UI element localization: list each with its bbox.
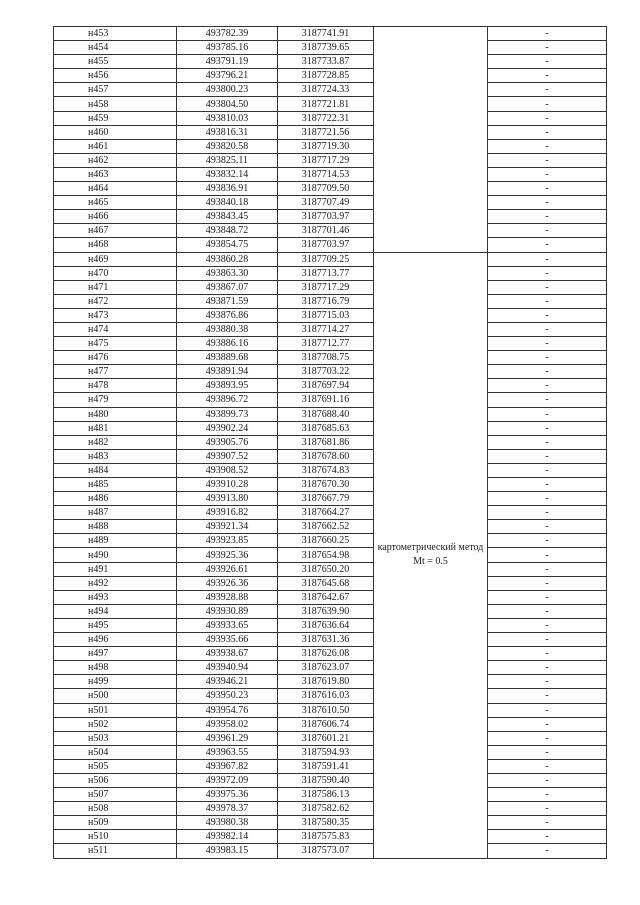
value-cell: - bbox=[488, 379, 607, 393]
value-cell: - bbox=[488, 773, 607, 787]
value-cell: - bbox=[488, 816, 607, 830]
value-cell: - bbox=[488, 717, 607, 731]
table-row bbox=[54, 590, 607, 604]
table-row bbox=[54, 322, 607, 336]
y-coordinate-cell: 3187697.94 bbox=[278, 379, 374, 393]
y-coordinate-cell: 3187642.67 bbox=[278, 590, 374, 604]
table-row bbox=[54, 463, 607, 477]
y-coordinate-cell: 3187722.31 bbox=[278, 111, 374, 125]
x-coordinate-cell: 493825.11 bbox=[177, 153, 278, 167]
value-cell: - bbox=[488, 224, 607, 238]
table-row bbox=[54, 421, 607, 435]
point-name-cell: н501 bbox=[54, 703, 177, 717]
y-coordinate-cell: 3187728.85 bbox=[278, 69, 374, 83]
x-coordinate-cell: 493913.80 bbox=[177, 492, 278, 506]
value-cell: - bbox=[488, 590, 607, 604]
value-cell: - bbox=[488, 139, 607, 153]
x-coordinate-cell: 493946.21 bbox=[177, 675, 278, 689]
x-coordinate-cell: 493958.02 bbox=[177, 717, 278, 731]
table-row bbox=[54, 167, 607, 181]
table-row bbox=[54, 759, 607, 773]
point-name-cell: н459 bbox=[54, 111, 177, 125]
table-row bbox=[54, 703, 607, 717]
value-cell: - bbox=[488, 351, 607, 365]
value-cell: - bbox=[488, 745, 607, 759]
value-cell: - bbox=[488, 604, 607, 618]
y-coordinate-cell: 3187645.68 bbox=[278, 576, 374, 590]
table-row bbox=[54, 252, 607, 266]
y-coordinate-cell: 3187703.97 bbox=[278, 210, 374, 224]
x-coordinate-cell: 493804.50 bbox=[177, 97, 278, 111]
point-name-cell: н502 bbox=[54, 717, 177, 731]
value-cell: - bbox=[488, 548, 607, 562]
value-cell: - bbox=[488, 478, 607, 492]
table-row bbox=[54, 393, 607, 407]
point-name-cell: н469 bbox=[54, 252, 177, 266]
point-name-cell: н463 bbox=[54, 167, 177, 181]
value-cell: - bbox=[488, 97, 607, 111]
y-coordinate-cell: 3187691.16 bbox=[278, 393, 374, 407]
x-coordinate-cell: 493940.94 bbox=[177, 661, 278, 675]
table-row bbox=[54, 449, 607, 463]
y-coordinate-cell: 3187667.79 bbox=[278, 492, 374, 506]
x-coordinate-cell: 493796.21 bbox=[177, 69, 278, 83]
y-coordinate-cell: 3187707.49 bbox=[278, 196, 374, 210]
y-coordinate-cell: 3187721.81 bbox=[278, 97, 374, 111]
x-coordinate-cell: 493848.72 bbox=[177, 224, 278, 238]
x-coordinate-cell: 493889.68 bbox=[177, 351, 278, 365]
table-row bbox=[54, 224, 607, 238]
value-cell: - bbox=[488, 365, 607, 379]
point-name-cell: н503 bbox=[54, 731, 177, 745]
point-name-cell: н475 bbox=[54, 337, 177, 351]
value-cell: - bbox=[488, 337, 607, 351]
value-cell: - bbox=[488, 182, 607, 196]
y-coordinate-cell: 3187594.93 bbox=[278, 745, 374, 759]
y-coordinate-cell: 3187678.60 bbox=[278, 449, 374, 463]
table-row bbox=[54, 534, 607, 548]
method-cell-empty bbox=[374, 27, 488, 253]
value-cell: - bbox=[488, 252, 607, 266]
x-coordinate-cell: 493975.36 bbox=[177, 788, 278, 802]
table-row bbox=[54, 55, 607, 69]
point-name-cell: н476 bbox=[54, 351, 177, 365]
x-coordinate-cell: 493800.23 bbox=[177, 83, 278, 97]
table-row bbox=[54, 139, 607, 153]
y-coordinate-cell: 3187719.30 bbox=[278, 139, 374, 153]
point-name-cell: н473 bbox=[54, 308, 177, 322]
y-coordinate-cell: 3187664.27 bbox=[278, 506, 374, 520]
table-row bbox=[54, 618, 607, 632]
x-coordinate-cell: 493928.88 bbox=[177, 590, 278, 604]
point-name-cell: н455 bbox=[54, 55, 177, 69]
point-name-cell: н504 bbox=[54, 745, 177, 759]
table-row bbox=[54, 562, 607, 576]
point-name-cell: н496 bbox=[54, 633, 177, 647]
y-coordinate-cell: 3187610.50 bbox=[278, 703, 374, 717]
y-coordinate-cell: 3187631.36 bbox=[278, 633, 374, 647]
table-row bbox=[54, 492, 607, 506]
value-cell: - bbox=[488, 576, 607, 590]
value-cell: - bbox=[488, 618, 607, 632]
x-coordinate-cell: 493832.14 bbox=[177, 167, 278, 181]
point-name-cell: н508 bbox=[54, 802, 177, 816]
point-name-cell: н507 bbox=[54, 788, 177, 802]
table-row bbox=[54, 379, 607, 393]
y-coordinate-cell: 3187586.13 bbox=[278, 788, 374, 802]
table-row bbox=[54, 280, 607, 294]
point-name-cell: н461 bbox=[54, 139, 177, 153]
value-cell: - bbox=[488, 196, 607, 210]
x-coordinate-cell: 493905.76 bbox=[177, 435, 278, 449]
x-coordinate-cell: 493860.28 bbox=[177, 252, 278, 266]
point-name-cell: н487 bbox=[54, 506, 177, 520]
y-coordinate-cell: 3187716.79 bbox=[278, 294, 374, 308]
point-name-cell: н494 bbox=[54, 604, 177, 618]
table-row bbox=[54, 69, 607, 83]
value-cell: - bbox=[488, 562, 607, 576]
x-coordinate-cell: 493925.36 bbox=[177, 548, 278, 562]
table-row bbox=[54, 435, 607, 449]
x-coordinate-cell: 493785.16 bbox=[177, 41, 278, 55]
table-row bbox=[54, 816, 607, 830]
y-coordinate-cell: 3187703.22 bbox=[278, 365, 374, 379]
x-coordinate-cell: 493816.31 bbox=[177, 125, 278, 139]
x-coordinate-cell: 493935.66 bbox=[177, 633, 278, 647]
x-coordinate-cell: 493899.73 bbox=[177, 407, 278, 421]
y-coordinate-cell: 3187660.25 bbox=[278, 534, 374, 548]
x-coordinate-cell: 493820.58 bbox=[177, 139, 278, 153]
x-coordinate-cell: 493843.45 bbox=[177, 210, 278, 224]
x-coordinate-cell: 493880.38 bbox=[177, 322, 278, 336]
table-row bbox=[54, 238, 607, 252]
table-row bbox=[54, 661, 607, 675]
point-name-cell: н453 bbox=[54, 27, 177, 41]
point-name-cell: н489 bbox=[54, 534, 177, 548]
point-name-cell: н486 bbox=[54, 492, 177, 506]
x-coordinate-cell: 493983.15 bbox=[177, 844, 278, 858]
point-name-cell: н454 bbox=[54, 41, 177, 55]
coordinates-table bbox=[53, 26, 607, 859]
table-row bbox=[54, 153, 607, 167]
value-cell: - bbox=[488, 322, 607, 336]
table-row bbox=[54, 337, 607, 351]
point-name-cell: н467 bbox=[54, 224, 177, 238]
x-coordinate-cell: 493950.23 bbox=[177, 689, 278, 703]
y-coordinate-cell: 3187717.29 bbox=[278, 280, 374, 294]
point-name-cell: н500 bbox=[54, 689, 177, 703]
table-row bbox=[54, 182, 607, 196]
point-name-cell: н483 bbox=[54, 449, 177, 463]
table-row bbox=[54, 266, 607, 280]
point-name-cell: н466 bbox=[54, 210, 177, 224]
point-name-cell: н458 bbox=[54, 97, 177, 111]
point-name-cell: н497 bbox=[54, 647, 177, 661]
point-name-cell: н474 bbox=[54, 322, 177, 336]
point-name-cell: н477 bbox=[54, 365, 177, 379]
value-cell: - bbox=[488, 421, 607, 435]
value-cell: - bbox=[488, 802, 607, 816]
value-cell: - bbox=[488, 675, 607, 689]
point-name-cell: н495 bbox=[54, 618, 177, 632]
value-cell: - bbox=[488, 308, 607, 322]
x-coordinate-cell: 493896.72 bbox=[177, 393, 278, 407]
x-coordinate-cell: 493871.59 bbox=[177, 294, 278, 308]
point-name-cell: н499 bbox=[54, 675, 177, 689]
y-coordinate-cell: 3187639.90 bbox=[278, 604, 374, 618]
value-cell: - bbox=[488, 210, 607, 224]
table-row bbox=[54, 689, 607, 703]
table-row bbox=[54, 844, 607, 858]
point-name-cell: н464 bbox=[54, 182, 177, 196]
value-cell: - bbox=[488, 238, 607, 252]
x-coordinate-cell: 493980.38 bbox=[177, 816, 278, 830]
table-row bbox=[54, 604, 607, 618]
point-name-cell: н493 bbox=[54, 590, 177, 604]
x-coordinate-cell: 493854.75 bbox=[177, 238, 278, 252]
value-cell: - bbox=[488, 111, 607, 125]
point-name-cell: н468 bbox=[54, 238, 177, 252]
point-name-cell: н470 bbox=[54, 266, 177, 280]
x-coordinate-cell: 493908.52 bbox=[177, 463, 278, 477]
point-name-cell: н471 bbox=[54, 280, 177, 294]
x-coordinate-cell: 493891.94 bbox=[177, 365, 278, 379]
y-coordinate-cell: 3187714.27 bbox=[278, 322, 374, 336]
value-cell: - bbox=[488, 703, 607, 717]
table-row bbox=[54, 506, 607, 520]
table-row bbox=[54, 647, 607, 661]
table-row bbox=[54, 210, 607, 224]
y-coordinate-cell: 3187688.40 bbox=[278, 407, 374, 421]
y-coordinate-cell: 3187721.56 bbox=[278, 125, 374, 139]
point-name-cell: н506 bbox=[54, 773, 177, 787]
value-cell: - bbox=[488, 647, 607, 661]
x-coordinate-cell: 493910.28 bbox=[177, 478, 278, 492]
table-row bbox=[54, 745, 607, 759]
table-row bbox=[54, 308, 607, 322]
point-name-cell: н472 bbox=[54, 294, 177, 308]
table-row bbox=[54, 83, 607, 97]
point-name-cell: н511 bbox=[54, 844, 177, 858]
table-row bbox=[54, 788, 607, 802]
point-name-cell: н490 bbox=[54, 548, 177, 562]
x-coordinate-cell: 493982.14 bbox=[177, 830, 278, 844]
table-row bbox=[54, 294, 607, 308]
table-row bbox=[54, 351, 607, 365]
value-cell: - bbox=[488, 759, 607, 773]
y-coordinate-cell: 3187619.80 bbox=[278, 675, 374, 689]
point-name-cell: н485 bbox=[54, 478, 177, 492]
y-coordinate-cell: 3187654.98 bbox=[278, 548, 374, 562]
x-coordinate-cell: 493938.67 bbox=[177, 647, 278, 661]
table-row bbox=[54, 675, 607, 689]
table-row bbox=[54, 520, 607, 534]
point-name-cell: н460 bbox=[54, 125, 177, 139]
point-name-cell: н484 bbox=[54, 463, 177, 477]
y-coordinate-cell: 3187712.77 bbox=[278, 337, 374, 351]
y-coordinate-cell: 3187713.77 bbox=[278, 266, 374, 280]
value-cell: - bbox=[488, 55, 607, 69]
value-cell: - bbox=[488, 167, 607, 181]
value-cell: - bbox=[488, 844, 607, 858]
table-row bbox=[54, 731, 607, 745]
x-coordinate-cell: 493961.29 bbox=[177, 731, 278, 745]
x-coordinate-cell: 493902.24 bbox=[177, 421, 278, 435]
method-cell: картометрический метод Mt = 0.5 bbox=[374, 252, 488, 858]
point-name-cell: н457 bbox=[54, 83, 177, 97]
y-coordinate-cell: 3187724.33 bbox=[278, 83, 374, 97]
y-coordinate-cell: 3187601.21 bbox=[278, 731, 374, 745]
x-coordinate-cell: 493978.37 bbox=[177, 802, 278, 816]
table-row bbox=[54, 576, 607, 590]
value-cell: - bbox=[488, 69, 607, 83]
x-coordinate-cell: 493926.61 bbox=[177, 562, 278, 576]
point-name-cell: н492 bbox=[54, 576, 177, 590]
value-cell: - bbox=[488, 83, 607, 97]
value-cell: - bbox=[488, 435, 607, 449]
x-coordinate-cell: 493967.82 bbox=[177, 759, 278, 773]
table-row bbox=[54, 478, 607, 492]
table-row bbox=[54, 365, 607, 379]
y-coordinate-cell: 3187650.20 bbox=[278, 562, 374, 576]
value-cell: - bbox=[488, 830, 607, 844]
x-coordinate-cell: 493930.89 bbox=[177, 604, 278, 618]
value-cell: - bbox=[488, 27, 607, 41]
table-row bbox=[54, 633, 607, 647]
value-cell: - bbox=[488, 534, 607, 548]
y-coordinate-cell: 3187606.74 bbox=[278, 717, 374, 731]
table-row bbox=[54, 27, 607, 41]
point-name-cell: н509 bbox=[54, 816, 177, 830]
y-coordinate-cell: 3187709.25 bbox=[278, 252, 374, 266]
value-cell: - bbox=[488, 41, 607, 55]
point-name-cell: н505 bbox=[54, 759, 177, 773]
y-coordinate-cell: 3187714.53 bbox=[278, 167, 374, 181]
x-coordinate-cell: 493926.36 bbox=[177, 576, 278, 590]
y-coordinate-cell: 3187715.03 bbox=[278, 308, 374, 322]
y-coordinate-cell: 3187733.87 bbox=[278, 55, 374, 69]
y-coordinate-cell: 3187701.46 bbox=[278, 224, 374, 238]
x-coordinate-cell: 493907.52 bbox=[177, 449, 278, 463]
y-coordinate-cell: 3187623.07 bbox=[278, 661, 374, 675]
point-name-cell: н510 bbox=[54, 830, 177, 844]
y-coordinate-cell: 3187573.07 bbox=[278, 844, 374, 858]
y-coordinate-cell: 3187741.91 bbox=[278, 27, 374, 41]
point-name-cell: н462 bbox=[54, 153, 177, 167]
value-cell: - bbox=[488, 689, 607, 703]
x-coordinate-cell: 493791.19 bbox=[177, 55, 278, 69]
table-row bbox=[54, 802, 607, 816]
table-row bbox=[54, 196, 607, 210]
y-coordinate-cell: 3187662.52 bbox=[278, 520, 374, 534]
table-row bbox=[54, 111, 607, 125]
value-cell: - bbox=[488, 294, 607, 308]
point-name-cell: н482 bbox=[54, 435, 177, 449]
x-coordinate-cell: 493836.91 bbox=[177, 182, 278, 196]
x-coordinate-cell: 493863.30 bbox=[177, 266, 278, 280]
point-name-cell: н498 bbox=[54, 661, 177, 675]
point-name-cell: н480 bbox=[54, 407, 177, 421]
value-cell: - bbox=[488, 633, 607, 647]
table-row bbox=[54, 830, 607, 844]
x-coordinate-cell: 493933.65 bbox=[177, 618, 278, 632]
point-name-cell: н478 bbox=[54, 379, 177, 393]
y-coordinate-cell: 3187739.65 bbox=[278, 41, 374, 55]
x-coordinate-cell: 493972.09 bbox=[177, 773, 278, 787]
point-name-cell: н491 bbox=[54, 562, 177, 576]
y-coordinate-cell: 3187582.62 bbox=[278, 802, 374, 816]
x-coordinate-cell: 493840.18 bbox=[177, 196, 278, 210]
table-row bbox=[54, 41, 607, 55]
y-coordinate-cell: 3187703.97 bbox=[278, 238, 374, 252]
value-cell: - bbox=[488, 506, 607, 520]
value-cell: - bbox=[488, 266, 607, 280]
x-coordinate-cell: 493876.86 bbox=[177, 308, 278, 322]
table-row bbox=[54, 773, 607, 787]
point-name-cell: н465 bbox=[54, 196, 177, 210]
value-cell: - bbox=[488, 661, 607, 675]
value-cell: - bbox=[488, 788, 607, 802]
value-cell: - bbox=[488, 280, 607, 294]
y-coordinate-cell: 3187674.83 bbox=[278, 463, 374, 477]
y-coordinate-cell: 3187709.50 bbox=[278, 182, 374, 196]
y-coordinate-cell: 3187590.40 bbox=[278, 773, 374, 787]
table-row bbox=[54, 125, 607, 139]
point-name-cell: н481 bbox=[54, 421, 177, 435]
value-cell: - bbox=[488, 731, 607, 745]
value-cell: - bbox=[488, 407, 607, 421]
table-row bbox=[54, 548, 607, 562]
table-row bbox=[54, 717, 607, 731]
table-row bbox=[54, 97, 607, 111]
x-coordinate-cell: 493782.39 bbox=[177, 27, 278, 41]
x-coordinate-cell: 493810.03 bbox=[177, 111, 278, 125]
x-coordinate-cell: 493963.55 bbox=[177, 745, 278, 759]
y-coordinate-cell: 3187670.30 bbox=[278, 478, 374, 492]
y-coordinate-cell: 3187636.64 bbox=[278, 618, 374, 632]
y-coordinate-cell: 3187717.29 bbox=[278, 153, 374, 167]
point-name-cell: н488 bbox=[54, 520, 177, 534]
y-coordinate-cell: 3187616.03 bbox=[278, 689, 374, 703]
x-coordinate-cell: 493893.95 bbox=[177, 379, 278, 393]
value-cell: - bbox=[488, 463, 607, 477]
table-body bbox=[54, 27, 607, 859]
value-cell: - bbox=[488, 492, 607, 506]
value-cell: - bbox=[488, 520, 607, 534]
x-coordinate-cell: 493921.34 bbox=[177, 520, 278, 534]
x-coordinate-cell: 493954.76 bbox=[177, 703, 278, 717]
y-coordinate-cell: 3187575.83 bbox=[278, 830, 374, 844]
x-coordinate-cell: 493886.16 bbox=[177, 337, 278, 351]
value-cell: - bbox=[488, 393, 607, 407]
x-coordinate-cell: 493923.85 bbox=[177, 534, 278, 548]
y-coordinate-cell: 3187626.08 bbox=[278, 647, 374, 661]
x-coordinate-cell: 493867.07 bbox=[177, 280, 278, 294]
point-name-cell: н479 bbox=[54, 393, 177, 407]
y-coordinate-cell: 3187708.75 bbox=[278, 351, 374, 365]
value-cell: - bbox=[488, 125, 607, 139]
y-coordinate-cell: 3187580.35 bbox=[278, 816, 374, 830]
x-coordinate-cell: 493916.82 bbox=[177, 506, 278, 520]
y-coordinate-cell: 3187685.63 bbox=[278, 421, 374, 435]
point-name-cell: н456 bbox=[54, 69, 177, 83]
y-coordinate-cell: 3187681.86 bbox=[278, 435, 374, 449]
value-cell: - bbox=[488, 449, 607, 463]
y-coordinate-cell: 3187591.41 bbox=[278, 759, 374, 773]
table-row bbox=[54, 407, 607, 421]
value-cell: - bbox=[488, 153, 607, 167]
